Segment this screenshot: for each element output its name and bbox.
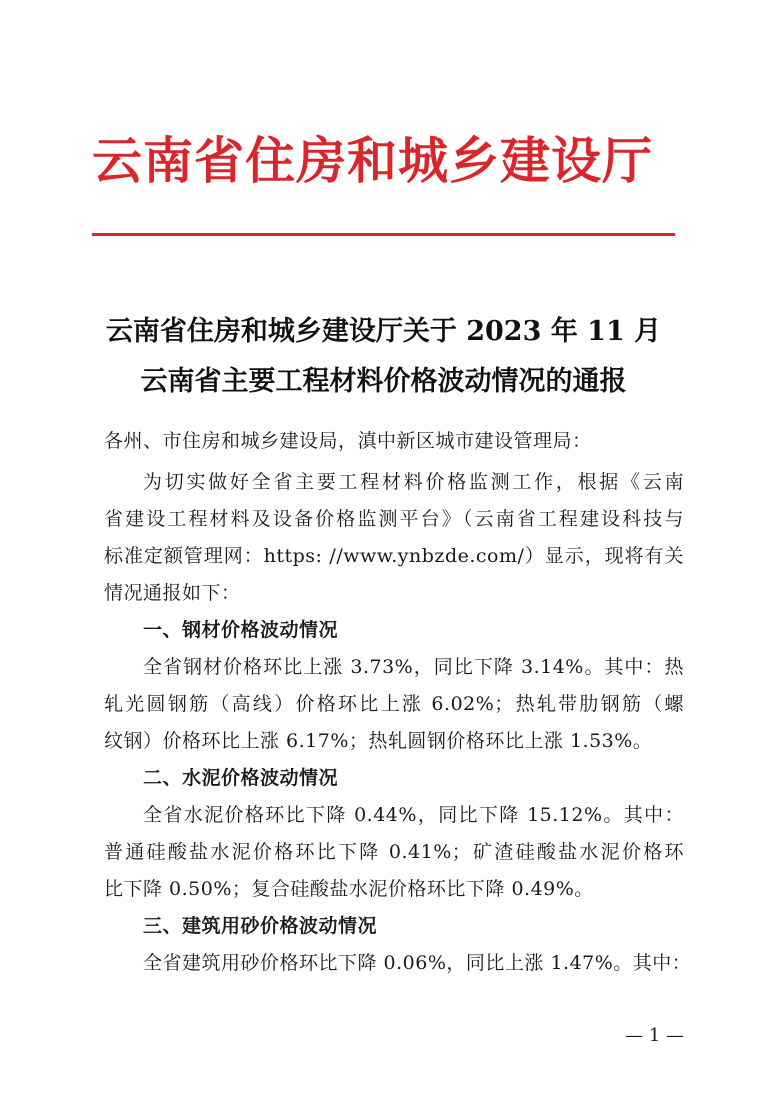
body-line: 标准定额管理网：https: //www.ynbzde.com/）显示，现将有关 <box>104 545 684 567</box>
body-line: 省建设工程材料及设备价格监测平台》（云南省工程建设科技与 <box>104 508 684 530</box>
body-line: 纹钢）价格环比上涨 6.17%；热轧圆钢价格环比上涨 1.53%。 <box>104 730 653 752</box>
body-line: 为切实做好全省主要工程材料价格监测工作，根据《云南 <box>143 471 684 493</box>
section-heading-steel: 一、钢材价格波动情况 <box>143 619 339 641</box>
document-title-line-1: 云南省住房和城乡建设厅关于 2023 年 11 月 <box>105 316 662 347</box>
body-line: 全省建筑用砂价格环比下降 0.06%，同比上涨 1.47%。其中： <box>143 952 692 974</box>
body-line: 情况通报如下： <box>104 582 241 604</box>
body-line: 比下降 0.50%；复合硅酸盐水泥价格环比下降 0.49%。 <box>104 878 594 900</box>
letterhead-title: 云南省住房和城乡建设厅 <box>92 131 653 190</box>
body-line: 普通硅酸盐水泥价格环比下降 0.41%；矿渣硅酸盐水泥价格环 <box>104 841 684 863</box>
addressee-line: 各州、市住房和城乡建设局，滇中新区城市建设管理局： <box>104 430 592 452</box>
body-line: 轧光圆钢筋（高线）价格环比上涨 6.02%；热轧带肋钢筋（螺 <box>104 693 684 715</box>
section-heading-sand: 三、建筑用砂价格波动情况 <box>143 915 378 937</box>
body-line: 全省水泥价格环比下降 0.44%，同比下降 15.12%。其中： <box>143 804 684 826</box>
letterhead-red-rule <box>92 233 675 236</box>
document-title-line-2: 云南省主要工程材料价格波动情况的通报 <box>140 366 627 397</box>
page-number: — 1 — <box>625 1025 684 1046</box>
body-line: 全省钢材价格环比上涨 3.73%，同比下降 3.14%。其中：热 <box>143 656 684 678</box>
section-heading-cement: 二、水泥价格波动情况 <box>143 767 339 789</box>
